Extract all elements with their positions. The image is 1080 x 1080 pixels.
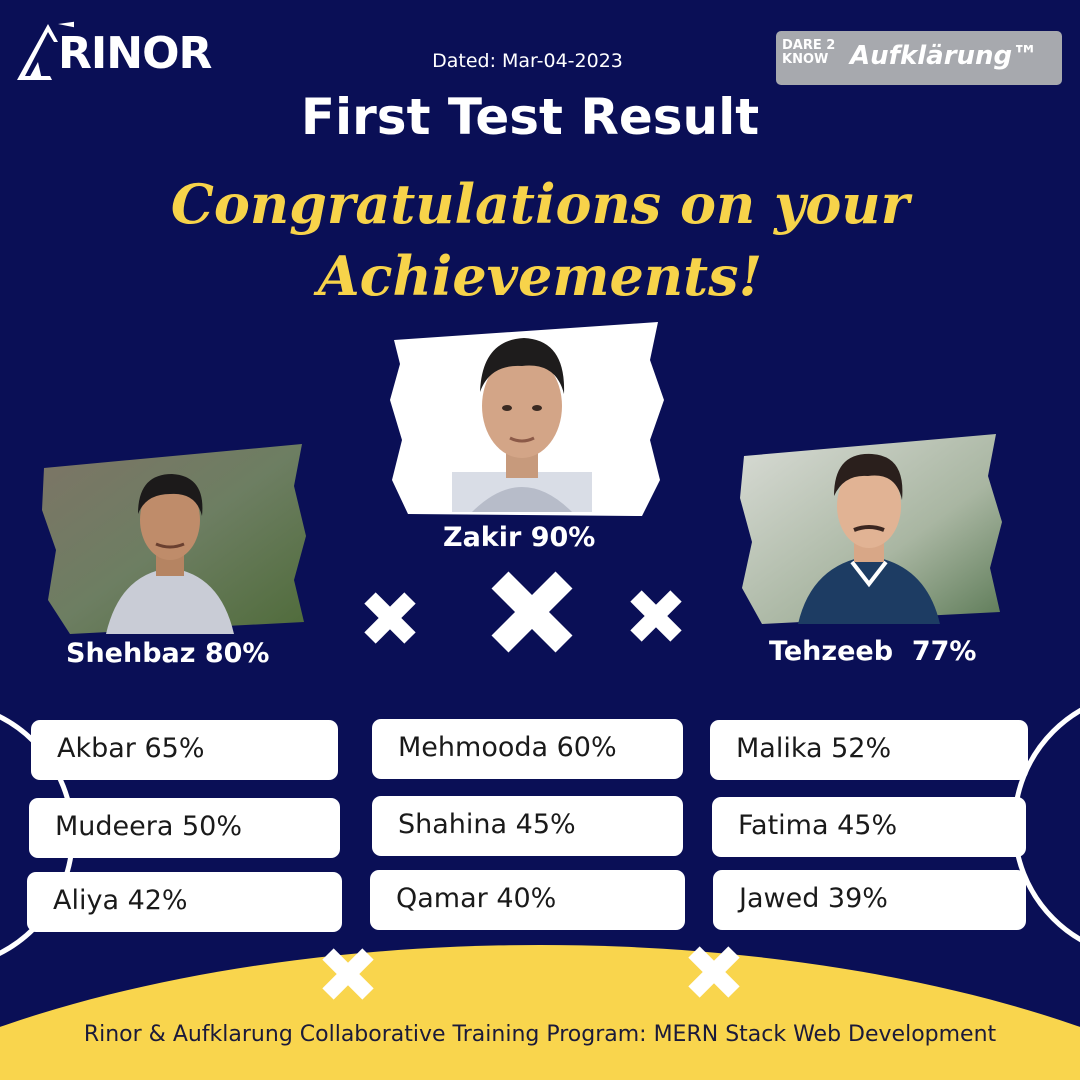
portrait-zakir — [452, 322, 592, 512]
partner-logo — [776, 31, 1062, 85]
congrats-heading — [120, 168, 960, 312]
result-text: Mudeera 50% — [55, 811, 243, 842]
result-text: Mehmooda 60% — [398, 732, 617, 763]
footer-band — [0, 945, 1080, 1080]
photo-zakir — [388, 320, 666, 516]
rinor-logo — [14, 18, 214, 84]
result-text: Jawed 39% — [739, 883, 888, 914]
result-card — [27, 872, 342, 932]
result-card — [712, 797, 1026, 857]
x-mark-icon — [628, 588, 684, 644]
congrats-line-1: Congratulations on your — [170, 172, 910, 236]
photo-tehzeeb — [738, 432, 1004, 626]
result-card — [713, 870, 1026, 930]
portrait-shehbaz — [100, 464, 240, 634]
page-title: First Test Result — [300, 88, 760, 146]
brand-name: RINOR — [58, 28, 212, 79]
result-card — [31, 720, 338, 780]
result-card — [372, 796, 683, 856]
photo-shehbaz — [40, 440, 308, 636]
result-text: Malika 52% — [736, 733, 892, 764]
partner-name: Aufklärung™ — [850, 41, 1039, 71]
result-card — [370, 870, 685, 930]
x-mark-icon — [320, 946, 376, 1002]
result-text: Qamar 40% — [396, 883, 557, 914]
portrait-tehzeeb — [794, 444, 944, 624]
result-text: Fatima 45% — [738, 810, 898, 841]
label-shehbaz: Shehbaz 80% — [66, 638, 270, 669]
result-card — [710, 720, 1028, 780]
congrats-line-2: Achievements! — [317, 244, 763, 308]
partner-tag: DARE 2 KNOW — [782, 38, 836, 67]
x-mark-icon — [490, 570, 574, 654]
result-card — [29, 798, 340, 858]
label-zakir: Zakir 90% — [443, 522, 596, 553]
x-mark-icon — [686, 944, 742, 1000]
footer-text: Rinor & Aufklarung Collaborative Training Program: MERN Stack Web Development — [83, 1022, 997, 1047]
result-card — [372, 719, 683, 779]
result-text: Aliya 42% — [53, 885, 188, 916]
result-text: Akbar 65% — [57, 733, 205, 764]
result-text: Shahina 45% — [398, 809, 576, 840]
date-line: Dated: Mar-04-2023 — [432, 50, 623, 72]
label-tehzeeb: Tehzeeb 77% — [769, 636, 977, 667]
x-mark-icon — [362, 590, 418, 646]
